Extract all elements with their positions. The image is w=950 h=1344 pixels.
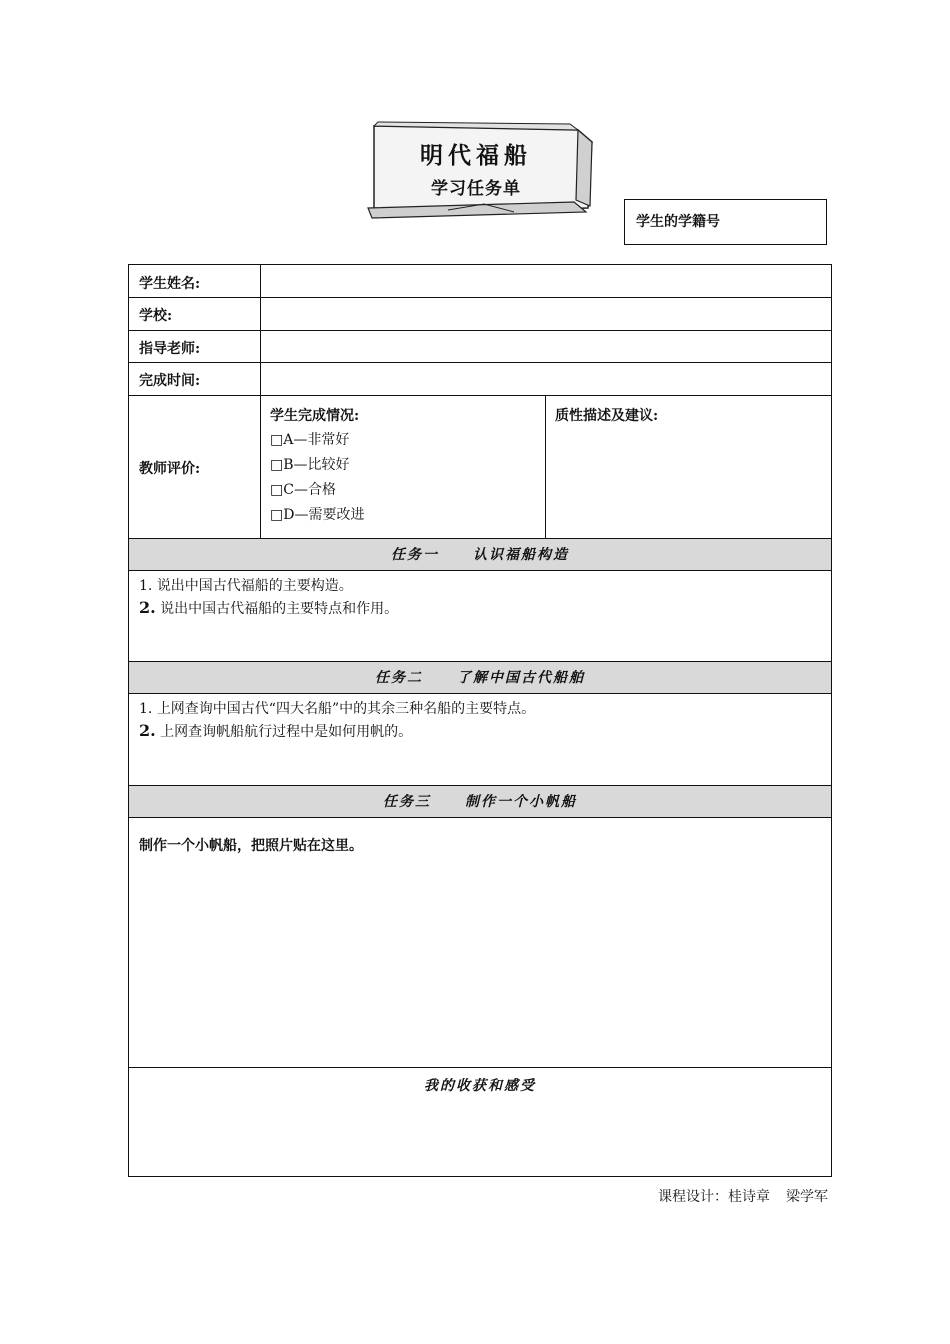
- student-id-box[interactable]: 学生的学籍号: [624, 199, 827, 245]
- row-divider: [129, 1067, 831, 1068]
- school-field[interactable]: [261, 298, 831, 330]
- item-number: 1.: [139, 578, 153, 594]
- item-number: 2.: [139, 598, 156, 617]
- student-name-field[interactable]: [261, 265, 831, 297]
- author-2: 梁学军: [786, 1189, 828, 1205]
- item-number: 1.: [139, 701, 153, 717]
- row-divider: [129, 297, 831, 298]
- photo-paste-area[interactable]: [133, 861, 827, 1061]
- task-2-item-2: [139, 721, 412, 741]
- column-divider: [545, 395, 546, 538]
- task-2-header: [129, 667, 831, 687]
- row-divider: [129, 538, 831, 539]
- student-name-label: 学生姓名:: [139, 276, 201, 292]
- task-1-name: 任务一: [391, 547, 439, 563]
- item-number: 2.: [139, 721, 156, 740]
- task-1-header: [129, 544, 831, 564]
- reflection-title: 我的收获和感受: [424, 1078, 536, 1094]
- comment-field[interactable]: [553, 429, 827, 533]
- task-2-item-1: [139, 698, 535, 718]
- task-1-item-1: [139, 575, 353, 595]
- option-d-checkbox[interactable]: □D—需要改进: [270, 507, 365, 523]
- item-text: 上网查询帆船航行过程中是如何用帆的。: [160, 724, 413, 740]
- reflection-field[interactable]: [133, 1101, 827, 1171]
- option-a-checkbox[interactable]: □A—非常好: [270, 432, 350, 448]
- task-form: [128, 264, 832, 1177]
- task-1-item-2: [139, 598, 398, 618]
- row-divider: [129, 693, 831, 694]
- school-label: 学校:: [139, 308, 173, 324]
- task-2-title: 了解中国古代船舶: [457, 670, 585, 686]
- task-3-instruction: 制作一个小帆船，把照片贴在这里。: [139, 838, 363, 854]
- title-banner: [364, 118, 600, 222]
- task-1-title: 认识福船构造: [473, 547, 569, 563]
- row-divider: [129, 661, 831, 662]
- page-title: 明代福船: [420, 142, 532, 169]
- task-3-name: 任务三: [383, 794, 431, 810]
- course-credit: [658, 1186, 828, 1206]
- banner-frame: [364, 118, 600, 222]
- task-3-header: [129, 791, 831, 811]
- row-divider: [129, 395, 831, 396]
- task-2-name: 任务二: [375, 670, 423, 686]
- column-divider: [260, 265, 261, 538]
- completion-time-label: 完成时间:: [139, 373, 201, 389]
- comment-title: 质性描述及建议:: [555, 408, 659, 424]
- item-text: 说出中国古代福船的主要特点和作用。: [160, 601, 399, 617]
- row-divider: [129, 362, 831, 363]
- item-text: 说出中国古代福船的主要构造。: [156, 578, 353, 594]
- option-c-checkbox[interactable]: □C—合格: [270, 482, 336, 498]
- option-b-checkbox[interactable]: □B—比较好: [270, 457, 350, 473]
- row-divider: [129, 570, 831, 571]
- evaluation-label: 教师评价:: [139, 461, 201, 477]
- credit-label: 课程设计：: [658, 1189, 728, 1205]
- teacher-field[interactable]: [261, 331, 831, 362]
- completion-time-field[interactable]: [261, 363, 831, 395]
- teacher-label: 指导老师:: [139, 341, 201, 357]
- author-1: 桂诗章: [728, 1189, 770, 1205]
- page-subtitle: 学习任务单: [431, 179, 521, 199]
- completion-title: 学生完成情况:: [270, 408, 360, 424]
- row-divider: [129, 785, 831, 786]
- task-3-title: 制作一个小帆船: [465, 794, 577, 810]
- item-text: 上网查询中国古代“四大名船”中的其余三种名船的主要特点。: [156, 701, 536, 717]
- row-divider: [129, 817, 831, 818]
- row-divider: [129, 330, 831, 331]
